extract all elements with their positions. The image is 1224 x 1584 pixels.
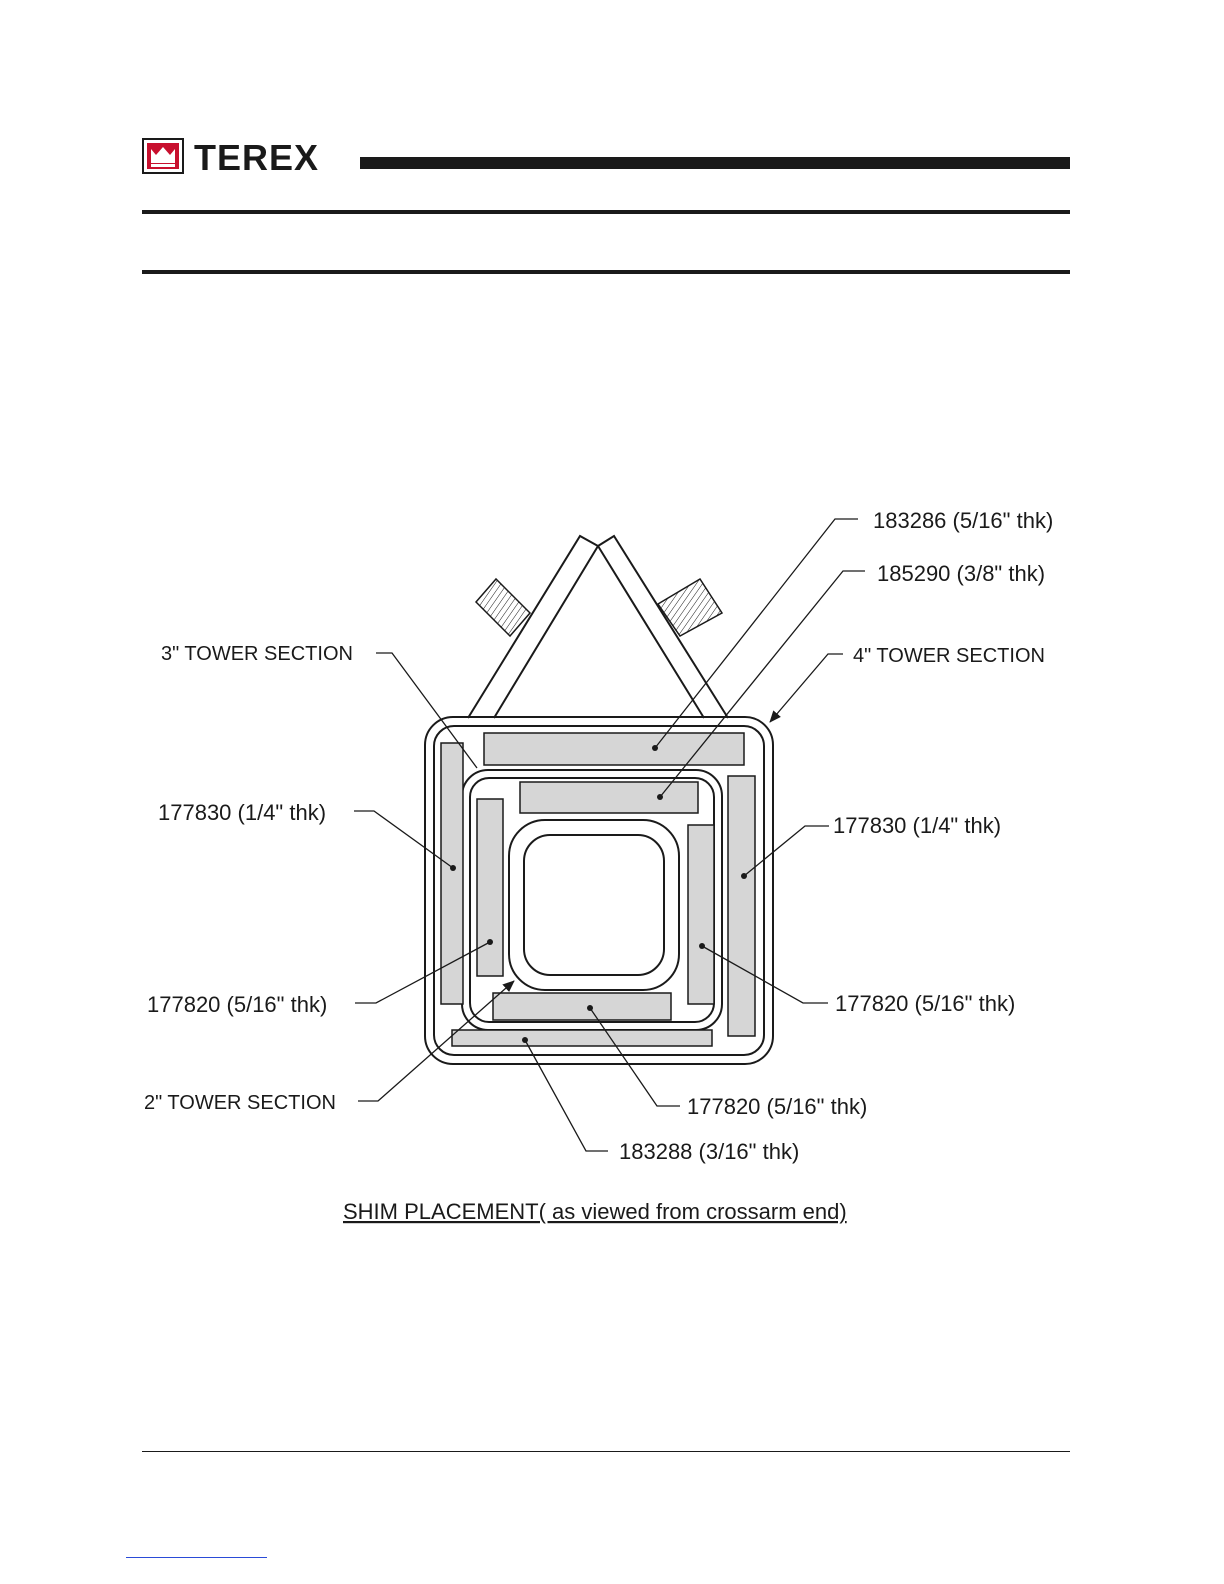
- label-four-inch-section: 4" TOWER SECTION: [853, 645, 1045, 667]
- label-two-inch-section: 2" TOWER SECTION: [144, 1092, 336, 1114]
- shim-bottom-outer: [452, 1030, 712, 1046]
- label-left-outer-shim: 177830 (1/4" thk): [158, 800, 327, 825]
- diagram-caption: SHIM PLACEMENT( as viewed from crossarm end): [343, 1199, 847, 1224]
- two-inch-tower-section: [509, 820, 679, 990]
- shim-top-outer: [484, 733, 744, 765]
- shim-right-inner: [688, 825, 714, 1004]
- brand-wordmark: TEREX: [194, 138, 320, 176]
- label-bottom-outer-shim: 183288 (3/16" thk): [619, 1139, 800, 1164]
- label-three-inch-section: 3" TOWER SECTION: [161, 643, 353, 665]
- shim-bottom-inner: [493, 993, 671, 1020]
- label-top-inner-shim: 185290 (3/8" thk): [877, 561, 1046, 586]
- shim-right-outer: [728, 776, 755, 1036]
- left-adjuster-bolt: [476, 579, 530, 636]
- label-left-inner-shim: 177820 (5/16" thk): [147, 992, 328, 1017]
- label-bottom-inner-shim: 177820 (5/16" thk): [687, 1094, 868, 1119]
- shims: [441, 733, 755, 1046]
- footer-rule: [142, 1451, 1070, 1452]
- shim-top-inner: [520, 782, 698, 813]
- shim-left-outer: [441, 743, 463, 1004]
- label-right-inner-shim: 177820 (5/16" thk): [835, 991, 1016, 1016]
- footer-link-underline[interactable]: [126, 1557, 267, 1558]
- right-adjuster-bolt: [658, 579, 722, 636]
- label-top-outer-shim: 183286 (5/16" thk): [873, 508, 1054, 533]
- label-right-outer-shim: 177830 (1/4" thk): [833, 813, 1002, 838]
- shim-left-inner: [477, 799, 503, 976]
